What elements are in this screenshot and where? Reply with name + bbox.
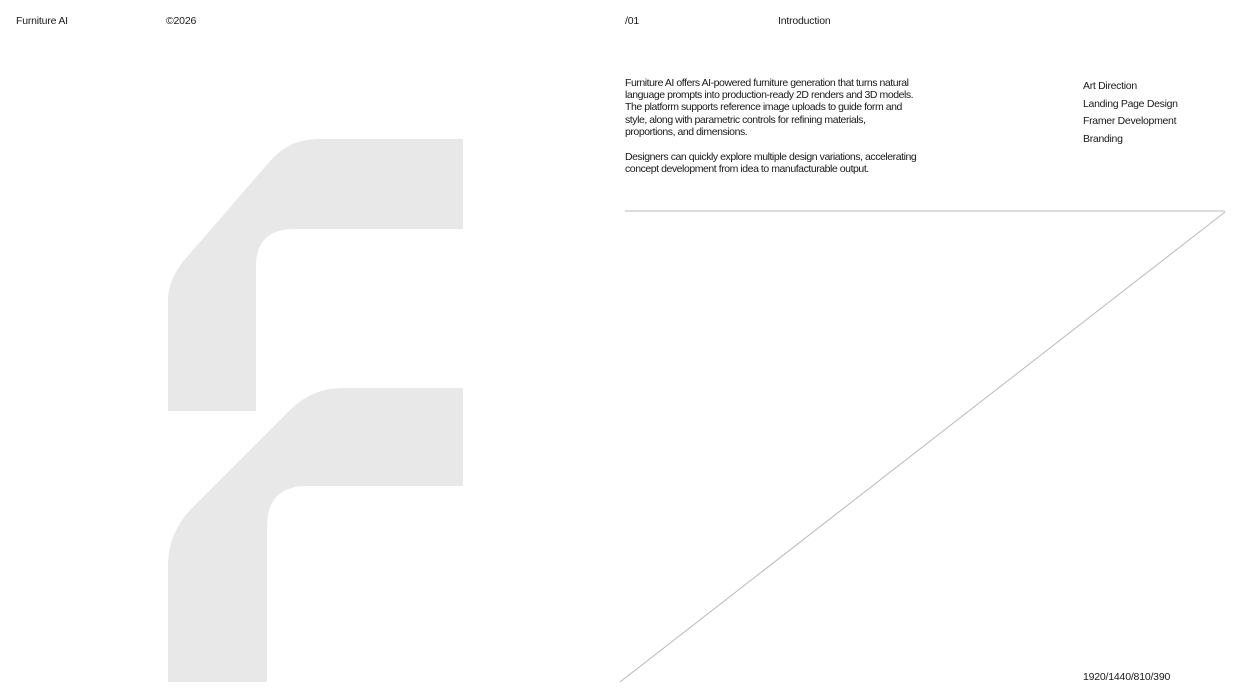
logo-shape-upper-elbow [168,139,463,411]
section-title: Introduction [778,15,831,27]
intro-paragraph-1 [625,77,935,138]
text-line: The platform supports reference image uploads to guide form and [625,101,902,114]
text-line: language prompts into production-ready 2D renders and 3D models. [625,89,914,102]
page-number: /01 [625,15,639,27]
service-item-landing-page-design: Landing Page Design [1083,97,1178,110]
service-item-branding: Branding [1083,132,1123,145]
brand-label: Furniture AI [16,15,68,27]
services-list [1083,78,1178,148]
copyright-label: ©2026 [166,15,197,27]
section-divider [625,210,1225,212]
service-item-framer-development: Framer Development [1083,115,1177,127]
text-line: Designers can quickly explore multiple design variations, accelerating [625,151,917,164]
intro-paragraph-2 [625,151,935,175]
text-line: Furniture AI offers AI-powered furniture generation that turns natural [625,77,909,89]
text-line: concept development from idea to manufacturable output. [625,163,869,176]
text-line: proportions, and dimensions. [625,125,748,138]
intro-text-block [625,77,935,175]
breakpoints-label: 1920/1440/810/390 [1083,671,1171,683]
diagonal-line [620,212,1225,682]
text-line: style, along with parametric controls for refining materials, [625,113,866,126]
logo-shape-lower-elbow [168,388,463,682]
service-item-art-direction: Art Direction [1083,80,1137,92]
